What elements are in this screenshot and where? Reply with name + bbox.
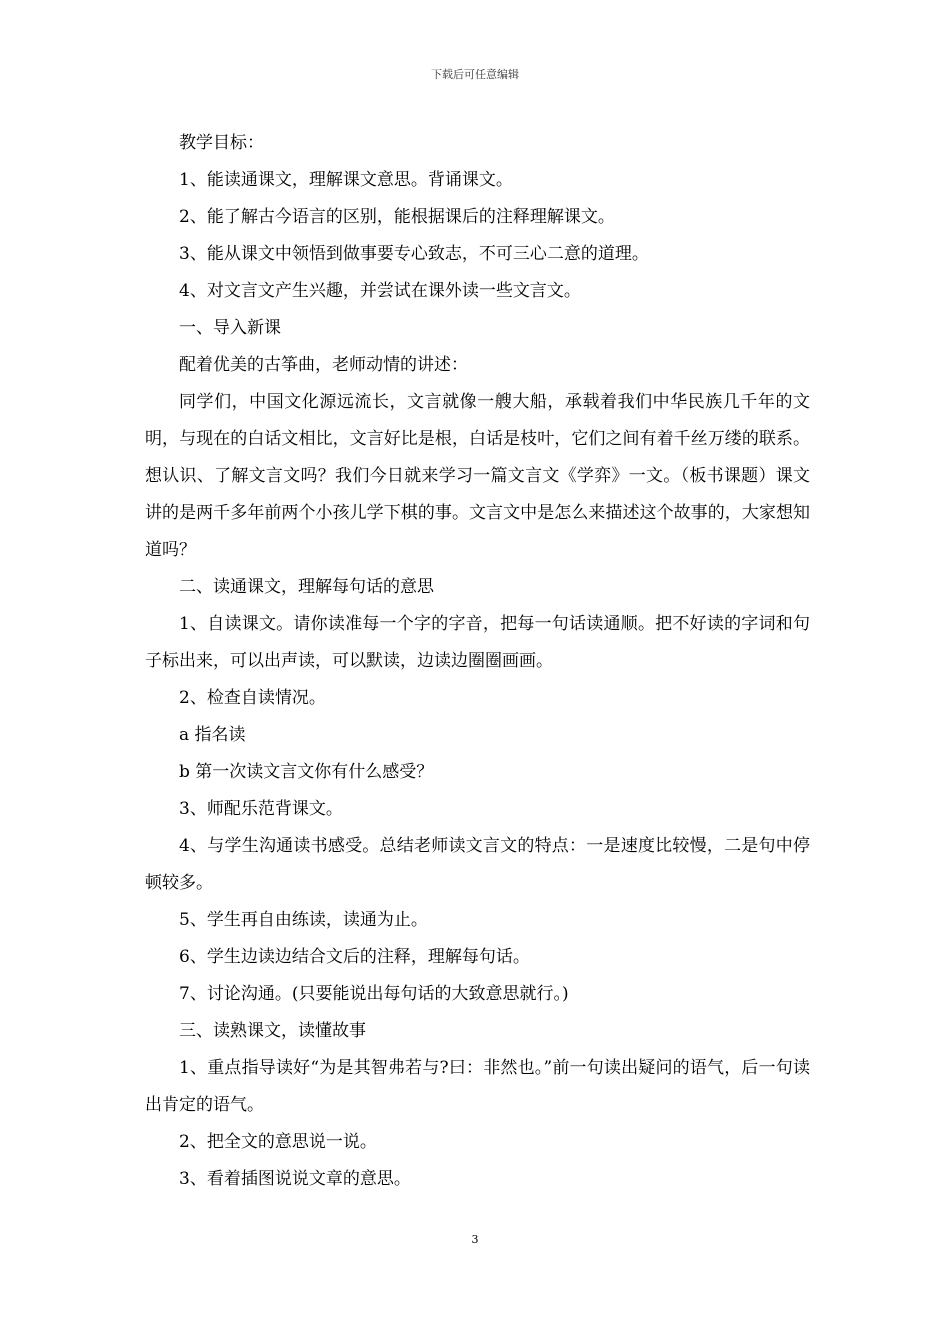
heading-teaching-goals: 教学目标： bbox=[179, 133, 264, 153]
step-discuss-feelings: 4、与学生沟通读书感受。总结老师读文言文的特点：一是速度比较慢，二是句中停顿较多。 bbox=[145, 836, 810, 893]
step-self-reading: 1、自读课文。请你读准每一个字的字音，把每一句话读通顺。把不好读的字词和句子标出来，可以出声读，可以默读，边读边圈圈画画。 bbox=[145, 614, 810, 671]
goal-item-4: 4、对文言文产生兴趣，并尝试在课外读一些文言文。 bbox=[179, 281, 581, 301]
step-discussion: 7、讨论沟通。(只要能说出每句话的大致意思就行。) bbox=[179, 984, 569, 1004]
substep-a: a 指名读 bbox=[179, 725, 246, 745]
step-key-reading: 1、重点指导读好“为是其智弗若与?曰：非然也。”前一句读出疑问的语气，后一句读出肯定的语气。 bbox=[145, 1058, 810, 1115]
section-heading-read-through: 二、读通课文，理解每句话的意思 bbox=[179, 577, 434, 597]
section-heading-read-familiar: 三、读熟课文，读懂故事 bbox=[179, 1021, 366, 1041]
paragraph-teacher-narration: 同学们，中国文化源远流长，文言就像一艘大船，承载着我们中华民族几千年的文明，与现在的白话文相比，文言好比是根，白话是枝叶，它们之间有着千丝万缕的联系。想认识、了解文言文吗？我们今日就来学习一篇文言文《学弈》一文。（板书课题）课文讲的是两千多年前两个小孩儿学下棋的事。文言文中是怎么来描述这个故事的，大家想知道吗？ bbox=[145, 392, 810, 560]
page-header: 下载后可任意编辑 bbox=[431, 68, 519, 81]
section-heading-intro: 一、导入新课 bbox=[179, 318, 281, 338]
goal-item-2: 2、能了解古今语言的区别，能根据课后的注释理解课文。 bbox=[179, 207, 615, 227]
step-retell: 2、把全文的意思说一说。 bbox=[179, 1132, 377, 1152]
step-annotations: 6、学生边读边结合文后的注释，理解每句话。 bbox=[179, 947, 530, 967]
step-illustration: 3、看着插图说说文章的意思。 bbox=[179, 1169, 411, 1189]
goal-item-1: 1、能读通课文，理解课文意思。背诵课文。 bbox=[179, 170, 513, 190]
document-body bbox=[145, 125, 810, 1198]
page-number: 3 bbox=[471, 1233, 479, 1246]
step-teacher-recites: 3、师配乐范背课文。 bbox=[179, 799, 343, 819]
goal-item-3: 3、能从课文中领悟到做事要专心致志，不可三心二意的道理。 bbox=[179, 244, 649, 264]
substep-b: b 第一次读文言文你有什么感受？ bbox=[179, 762, 434, 782]
step-free-practice: 5、学生再自由练读，读通为止。 bbox=[179, 910, 428, 930]
paragraph-music-intro: 配着优美的古筝曲，老师动情的讲述： bbox=[179, 355, 468, 375]
step-check-reading: 2、检查自读情况。 bbox=[179, 688, 326, 708]
